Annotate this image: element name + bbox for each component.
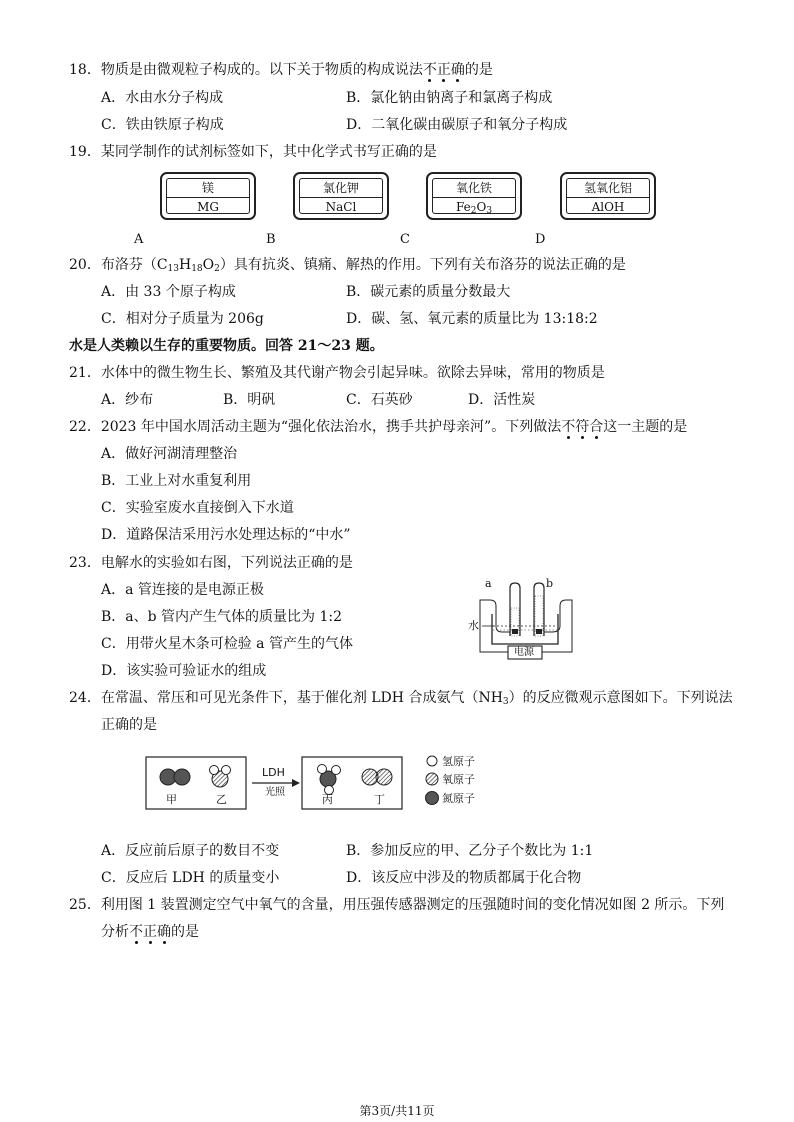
q18-option-b: B．氯化钠由钠离子和氯离子构成: [346, 90, 553, 106]
reagent-formula: MG: [197, 200, 219, 214]
reagent-label-a: [160, 172, 256, 220]
q20-stem: 20．布洛芬$(C_{13}H_{18}O_2)$具有抗炎、镇痛、解热的作用。下列有关布洛芬的说法正确的是: [69, 257, 626, 274]
label-letter-d: D: [535, 232, 546, 247]
label-letter-b: B: [266, 232, 276, 247]
q18-option-d: D．二氧化碳由碳原子和氧分子构成: [346, 117, 568, 133]
molecule-label-jia: 甲: [166, 793, 177, 806]
molecule-label-yi: 乙: [216, 793, 227, 806]
emphasis-char: 确: [157, 924, 171, 940]
reagent-label-c: [426, 172, 522, 220]
emphasis-char: 符: [575, 419, 590, 435]
q23-option-a: A．a 管连接的是电源正极: [101, 582, 264, 598]
legend-nitrogen: 氮原子: [442, 792, 475, 805]
reagent-name: 氢氧化铝: [567, 179, 649, 198]
molecule-label-ding: 丁: [374, 793, 385, 806]
emphasis-char: 合: [589, 419, 604, 435]
q24-option-d: D．该反应中涉及的物质都属于化合物: [346, 870, 582, 886]
q22-stem: 22．2023 年中国水周活动主题为“强化依法治水，携手共护母亲河”。下列做法不符合这一主题的是: [69, 419, 688, 435]
q23-option-d: D．该实验可验证水的组成: [101, 663, 267, 679]
q20-option-d: D．碳、氢、氧元素的质量比为 13:18:2: [346, 311, 598, 327]
label-letter-a: A: [134, 232, 144, 247]
q25-stem-line2: 分析不正确的是: [101, 924, 199, 940]
q18-option-c: C．铁由铁原子构成: [101, 117, 224, 133]
emphasis-char: 不: [129, 924, 143, 940]
emphasis-char: 正: [143, 924, 157, 940]
q24-option-a: A．反应前后原子的数目不变: [101, 843, 280, 859]
q24-option-b: B．参加反应的甲、乙分子个数比为 1:1: [346, 843, 594, 859]
q21-option-b: B．明矾: [223, 392, 276, 408]
q22-option-d: D．道路保洁采用污水处理达标的“中水”: [101, 527, 351, 543]
tube-a-label: a: [485, 577, 492, 590]
condition-label: 光照: [265, 787, 285, 798]
reagent-label-b: [293, 172, 389, 220]
q20-option-b: B．碳元素的质量分数最大: [346, 284, 511, 300]
water-label: 水: [468, 619, 479, 632]
molecule-label-bing: 丙: [322, 793, 333, 806]
q22-option-c: C．实验室废水直接倒入下水道: [101, 500, 294, 516]
catalyst-label: LDH: [262, 766, 285, 779]
reagent-label-d: [560, 172, 656, 220]
q24-option-c: C．反应后 LDH 的质量变小: [101, 870, 280, 886]
legend-hydrogen: 氢原子: [442, 755, 475, 768]
q18-stem: 18．物质是由微观粒子构成的。以下关于物质的构成说法不正确的是: [69, 62, 493, 78]
q21-option-c: C．石英砂: [346, 392, 413, 408]
emphasis-char: 确: [450, 62, 465, 78]
reagent-name: 镁: [167, 179, 249, 198]
q23-stem: 23．电解水的实验如右图，下列说法正确的是: [69, 555, 353, 571]
emphasis-char: 不: [422, 62, 437, 78]
tube-b-label: b: [546, 577, 554, 590]
q23-option-b: B．a、b 管内产生气体的质量比为 1:2: [101, 609, 343, 625]
q24-stem-line2: 正确的是: [101, 717, 157, 733]
page-number: 第3页/共11页: [359, 1104, 435, 1118]
reagent-formula: $Fe_2O_3$: [455, 200, 493, 216]
power-supply-label: 电源: [514, 647, 534, 658]
q20-option-a: A．由 33 个原子构成: [101, 284, 236, 300]
emphasis-char: 正: [436, 62, 451, 78]
q25-stem-line1: 25．利用图 1 装置测定空气中氧气的含量，用压强传感器测定的压强随时间的变化情况如图 2 所示。下列: [69, 897, 725, 913]
q19-stem: 19．某同学制作的试剂标签如下，其中化学式书写正确的是: [69, 144, 437, 160]
q23-option-c: C．用带火星木条可检验 a 管产生的气体: [101, 636, 353, 652]
q21-stem: 21．水体中的微生物生长、繁殖及其代谢产物会引起异味。欲除去异味，常用的物质是: [69, 365, 605, 381]
q20-option-c: C．相对分子质量为 206g: [101, 311, 264, 327]
q22-option-a: A．做好河湖清理整治: [101, 446, 238, 462]
q21-option-d: D．活性炭: [468, 392, 536, 408]
q24-stem-line1: 24．在常温、常压和可见光条件下，基于催化剂 LDH 合成氨气$(NH_3)$的反应微观示意图如下。下列说法: [69, 690, 733, 707]
q21-option-a: A．纱布: [101, 392, 154, 408]
label-letter-c: C: [400, 232, 410, 247]
legend-oxygen: 氧原子: [442, 773, 475, 786]
reagent-name: 氧化铁: [433, 179, 515, 198]
reagent-formula: AlOH: [591, 200, 625, 214]
reagent-name: 氯化钾: [300, 179, 382, 198]
q18-option-a: A．水由水分子构成: [101, 90, 224, 106]
q22-option-b: B．工业上对水重复利用: [101, 473, 252, 489]
section-heading: 水是人类赖以生存的重要物质。回答 21～23 题。: [69, 338, 384, 354]
reagent-formula: NaCl: [325, 200, 357, 214]
emphasis-char: 不: [561, 419, 576, 435]
